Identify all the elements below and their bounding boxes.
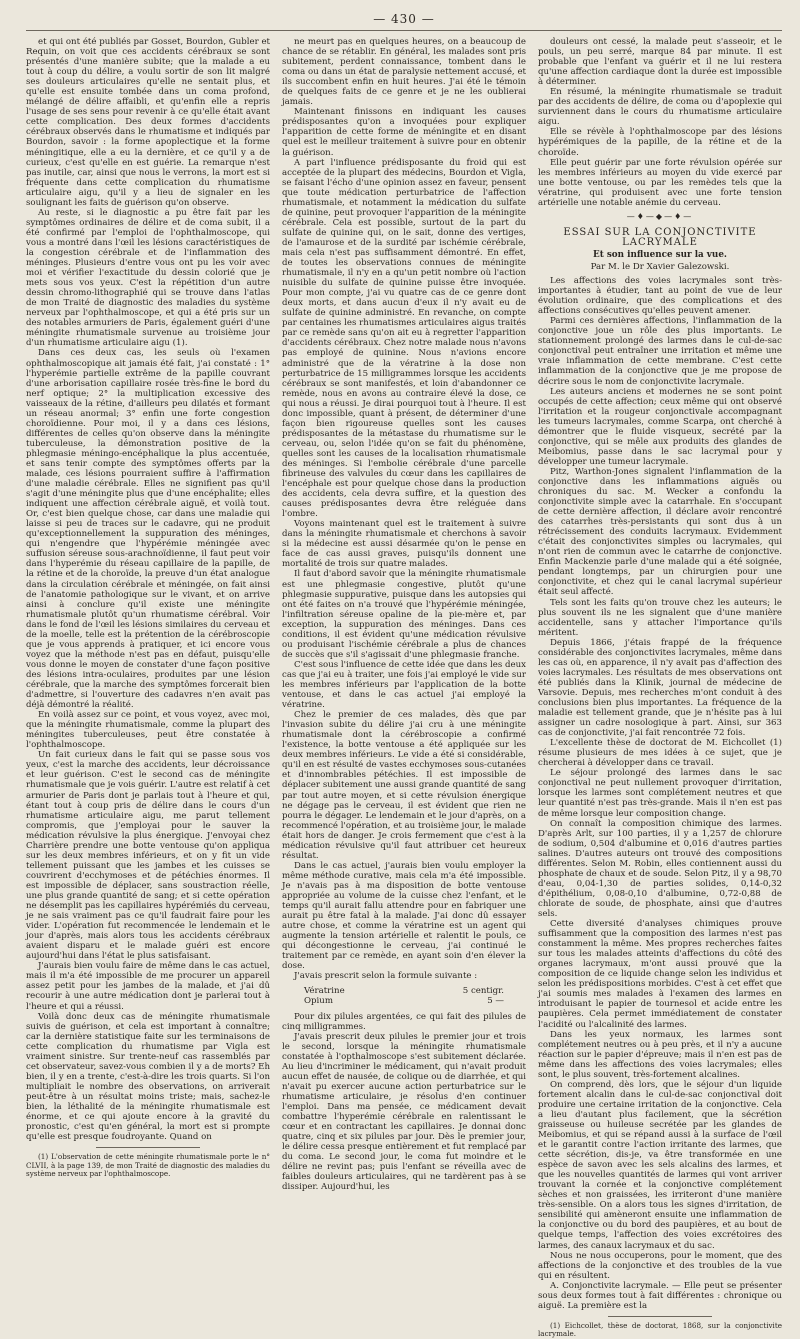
column-2-body-a — [282, 37, 526, 981]
column-2 — [282, 37, 526, 1193]
formula-row — [304, 986, 504, 996]
paragraph: J'avais prescrit selon la formule suivante : — [294, 971, 478, 982]
column-1 — [26, 37, 270, 1179]
paragraph: On comprend, dès lors, que le séjour d'un liquide fortement alcalin dans le cul-de-sac conjonctival doit produire une certaine irritation de la conjonctive. Cela a lieu d'autant plus facilement, que la sécrétion graisseuse ou huileuse secrétée par les glandes de Meibomius, et qui se répand aussi à la surface de l'œil et le garantit contre l'action irritante des larmes, que cette sécrétion, dis-je, va être transformée en une espèce de savon avec les sels alcalins des larmes, et que les nouvelles quantités de larmes qui vont arriver trouvant la cornée et la conjonctive complétement sèches et non graissées, les irriteront d'une manière très-sensible. On a alors tous les signes d'irritation, de sensibilité qui amèneront ensuite une inflammation de la conjonctive ou du bord des paupières, et au bout de quelque temps, l'affection des voies excrétoires des larmes, des canaux lacrymaux et du sac. — [538, 1079, 782, 1251]
column-1-body — [26, 37, 270, 1142]
page-header — [26, 8, 782, 31]
text-columns — [26, 37, 782, 1339]
paragraph: Pitz, Warthon-Jones signalent l'inflammation de la conjonctive dans les inflammations aiguës ou chroniques du sac. M. Wecker a confondu la conjonctivite simple avec la catarrhale. En s'occupant de cette dernière affection, il déclare avoir rencontré des catarrhes très-persistants qui sont dus à un rétrécissement des conduits lacrymaux. Evidemment c'était des conjonctivites simples ou lacrymales, qui n'ont rien de commun avec le catarrhe de conjonctive. Enfin Mackenzie parle d'une malade qui a été soignée, pendant longtemps, par un chirurgien pour une conjonctivite, et chez qui le canal lacrymal supérieur était seul affecté. — [538, 466, 782, 598]
article-title: ESSAI SUR LA CONJONCTIVITE LACRYMALE — [563, 226, 757, 248]
paragraph: Dans les yeux normaux, les larmes sont complétement neutres ou à peu près, et il n'y a aucune réaction sur le papier d'épreuve; mais il n'en est pas de même dans les affections des voies lacrymales; elles sont, le plus souvent, très-fortement alcalines. — [538, 1029, 782, 1080]
prescription-formula — [304, 986, 504, 1006]
paragraph: Elle se révèle à l'ophthalmoscope par des lésions hypérémiques de la papille, de la rétine et de la choroïde. — [538, 127, 782, 158]
paragraph: On connaît la composition chimique des larmes. D'après Arlt, sur 100 parties, il y a 1,257 de chlorure de sodium, 0,504 d'albumine et 0,016 d'autres parties salines. D'autres auteurs ont trouvé des compositions différentes. Selon M. Robin, elles contiennent aussi du phosphate de chaux et de soude. Selon Pitz, il y a 98,70 d'eau, 0,04-1,30 de parties solides, 0,14-0,32 d'épithélium, 0,08-0,10 d'albumine, 0,72-0,88 de chlorate de soude, de phosphate, ainsi que d'autres sels. — [538, 818, 782, 919]
paragraph: Maintenant finissons en indiquant les causes prédisposantes qu'on a invoquées pour expliquer l'apparition de cette forme de méningite et en disant quel est le meilleur traitement à suivre pour en obtenir la guérison. — [282, 107, 526, 158]
paragraph: A part l'influence prédisposante du froid qui est acceptée de la plupart des médecins, Bourdon et Vigla, se faisant l'écho d'une opinion assez en faveur, pensent que toute médication perturbatrice de l'affection rhumatismale, et notamment la médication du sulfate de quinine, peut provoquer l'apparition de la méningite cérébrale. Cela est possible, surtout de la part du sulfate de quinine qui, on le sait, donne des vertiges, de l'amaurose et de la surdité par ischémie cérébrale, mais cela n'est pas suffisamment démontré. En effet, de toutes les observations connues de méningite rhumatismale, il n'y en a qu'un petit nombre où l'action nuisible du sulfate de quinine puisse être invoquée. Pour mon compte, j'ai vu quatre cas de ce genre dont deux morts, et dans aucun d'eux il n'y avait eu de sulfate de quinine administré. En revanche, on compte par centaines les rhumatismes articulaires aigus traités par ce remède sans qu'on ait eu à regretter l'apparition d'accidents cérébraux. Chez notre malade nous n'avons pas employé de quinine. Nous n'avions encore administré que de la vératrine à la dose non perturbatrice de 15 milligrammes lorsque les accidents cérébraux se sont manifestés, et loin d'abandonner ce remède, nous en avons au contraire élevé la dose, ce qui nous a réussi. Je dirai pourquoi tout à l'heure. Il est donc impossible, quant à présent, de déterminer d'une façon bien rigoureuse quelles sont les causes prédisposantes de la métastase du rhumatisme sur le cerveau, ou, selon l'idée qu'on se fait du phénomène, quelles sont les causes de la localisation rhumatismale des méninges. Si l'embolie cérébrale d'une parcelle fibrineuse des valvules du cœur dans les capillaires de l'encéphale est pour quelque chose dans la production des accidents, cela devra suffire, et la question des causes prédisposantes devra être reléguée dans l'ombre. — [282, 157, 526, 520]
paragraph: douleurs ont cessé, la malade peut s'asseoir, et le pouls, un peu serré, marque 84 par minute. Il est probable que l'enfant va guérir et il ne lui restera qu'une affection cardiaque dont la durée est impossible à déterminer. — [538, 37, 782, 88]
paragraph: Elle peut guérir par une forte révulsion opérée sur les membres inférieurs au moyen du vide exercé par une botte ventouse, ou par les remèdes tels que la vératrine, qui produisent avec une forte tension artérielle une notable anémie du cerveau. — [538, 157, 782, 208]
column-3 — [538, 37, 782, 1339]
paragraph: Tels sont les faits qu'on trouve chez les auteurs; le plus souvent ils ne les signalent que d'une manière accidentelle, sans y attacher l'importance qu'ils méritent. — [538, 597, 782, 638]
footnote-rule — [608, 1316, 712, 1317]
article-author: Par M. le Dr Xavier Galezowski. — [590, 261, 730, 272]
paragraph: En résumé, la méningite rhumatismale se traduit par des accidents de délire, de coma ou d'apoplexie qui surviennent dans le cours du rhumatisme articulaire aigu. — [538, 87, 782, 128]
paragraph: L'excellente thèse de doctorat de M. Eichcollet (1) résume plusieurs de mes idées à ce sujet, que je chercherai à développer dans ce travail. — [538, 738, 782, 769]
paragraph: Les affections des voies lacrymales sont très-importantes à étudier, tant au point de vue de leur évolution ordinaire, que des complications et des affections consécutives qu'elles peuvent amener. — [538, 276, 782, 317]
paragraph: Un fait curieux dans le fait qui se passe sous vos yeux, c'est la marche des accidents, leur décroissance et leur guérison. C'est le second cas de méningite rhumatismale que je vois guérir. L'autre est relatif à cet armurier de Paris dont je parlais tout à l'heure et qui, étant tout à coup pris de délire dans le cours d'un rhumatisme articulaire aigu, me parut tellement compromis, que j'employai pour le sauver la médication révulsive la plus énergique. J'envoyai chez Charrière prendre une botte ventouse qu'on appliqua sur les deux membres inférieurs, et on y fit un vide tellement puissant que les jambes et les cuisses se couvrirent d'ecchymoses et de pétéchies énormes. Il est impossible de déplacer, sans soustraction réelle, une plus grande quantité de sang; et si cette opération ne désemplit pas les capillaires hypérémiés du cerveau, je ne sais vraiment pas ce qu'il faudrait faire pour les vider. L'opération fut recommencée le lendemain et le jour d'après, mais alors tous les accidents cérébraux avaient disparu et le malade guéri est encore aujourd'hui dans l'état le plus satisfaisant. — [26, 750, 270, 962]
column-3-body-a — [538, 37, 782, 208]
paragraph: J'avais prescrit deux pilules le premier jour et trois le second, lorsque la méningite rhumatismale constatée à l'opthalmoscope s'est subitement déclarée. Au lieu d'incriminer le médicament, qui n'avait produit aucun effet de nausée, de colique ou de diarrhée, et qui n'avait pu exercer aucune action perturbatrice sur le rhumatisme articulaire, je résolus d'en continuer l'emploi. Dans ma pensée, ce médicament devait combattre l'hyperémie cérébrale en ralentissant le cœur et en contractant les capillaires. Je donnai donc quatre, cinq et six pilules par jour. Dès le premier jour, le délire cessa presque entièrement et fut remplacé par du coma. Le second jour, le coma fut moindre et le délire ne revint pas; puis l'enfant se réveilla avec de faibles douleurs articulaires, qui ne tardèrent pas à se dissiper. Aujourd'hui, les — [282, 1031, 526, 1193]
paragraph: Nous ne nous occuperons, pour le moment, que des affections de la conjonctive et des troubles de la vue qui en résultent. — [538, 1250, 782, 1281]
paragraph: Dans ces deux cas, les seuls où l'examen ophthalmoscopique ait jamais été fait, j'ai constaté : 1° l'hyperémie partielle extrême de la papille couvrant d'une arborisation capillaire rosée très-fine le bord du nerf optique; 2° la multiplication excessive des vaisseaux de la rétine, d'ailleurs peu dilatés et formant un réseau anormal; 3° enfin une forte congestion choroïdienne. Pour moi, il y a dans ces lésions, différentes de celles qu'on observe dans la méningite tuberculeuse, la démonstration positive de la phlegmasie méningo-encéphalique la plus accentuée, et sans tenir compte des symptômes offerts par la malade, ces lésions pourraient suffire à l'affirmation d'une maladie cérébrale. Elles ne signifient pas qu'il s'agit d'une méningite plus que d'une encéphalite; elles indiquent une affection cérébrale aiguë, et voilà tout. Or, c'est bien quelque chose, car dans une maladie qui laisse si peu de traces sur le cadavre, qui ne produit qu'exceptionnellement la suppuration des méninges, qui n'engendre que l'hypérémie méningée avec suffusion séreuse sous-arachnoïdienne, il faut peut voir dans l'hyperémie du réseau capillaire de la papille, de la rétine et de la choroïde, la preuve d'un état analogue dans la circulation cérébrale et méningée, on fait ainsi de l'anatomie pathologique sur le vivant, et on arrive ainsi à conclure qu'il existe une méningite rhumatismale plutôt qu'un rhumatisme cérébral. Voir dans le fond de l'œil les lésions similaires du cerveau et de la moelle, telle est la prétention de la cérébroscopie que je vous apprends à pratiquer, et ici encore vous voyez que la méthode n'est pas en défaut, puisqu'elle vous donne le moyen de constater d'une façon positive des lésions intra-oculaires, produites par une lésion cérébrale, que la marche des symptômes forcerait bien d'admettre, si l'ouverture des cadavres n'en avait pas déjà démontré la réalité. — [26, 348, 270, 711]
paragraph: Au reste, si le diagnostic a pu être fait par les symptômes ordinaires de délire et de coma subit, il a été confirmé par l'emploi de l'ophthalmoscope, qui vous a montré dans l'œil les lésions caractéristiques de la congestion cérébrale et de l'inflammation des méninges. Plusieurs d'entre vous ont pu les voir avec moi et vérifier l'exactitude du dessin colorié que je mets sous vos yeux. C'est la répétition d'un autre dessin chromo-lithographié qui se trouve dans l'atlas de mon Traité de diagnostic des maladies du système nerveux par l'ophthalmoscope, et qui a été pris sur un des notables armuriers de Paris, également guéri d'une méningite rhumatismale survenue au troisième jour d'un rhumatisme articulaire aigu (1). — [26, 207, 270, 349]
paragraph: Voilà donc deux cas de méningite rhumatismale suivis de guérison, et cela est important à connaître; car la dernière statistique faite sur les terminaisons de cette complication du rhumatisme par Vigla est vraiment sinistre. Sur trente-neuf cas rassemblés par cet observateur, savez-vous combien il y a de morts? Eh bien, il y en a trente, c'est-à-dire les trois quarts. Si l'on multipliait le nombre des observations, on arriverait peut-être à un résultat moins triste; mais, sachez-le bien, la léthalité de la méningite rhumatismale est énorme, et ce qui ajoute encore à la gravité du pronostic, c'est qu'en général, la mort est si prompte qu'elle est presque foudroyante. Quand on — [26, 1011, 270, 1143]
formula-ingredient: Opium — [304, 996, 333, 1007]
formula-row — [304, 996, 504, 1006]
paragraph: Les auteurs anciens et modernes ne se sont point occupés de cette affection; ceux même qui ont observé l'irritation et la rougeur conjonctivale accompagnant les tumeurs lacrymales, comme Scarpa, ont cherché à démontrer que le fluide visqueux, secrété par la conjonctive, qui se mêle aux produits des glandes de Meibomius, passe dans le sac lacrymal pour y développer une tumeur lacrymale. — [538, 386, 782, 467]
paragraph: A. Conjonctivite lacrymale. — Elle peut se présenter sous deux formes tout à fait différentes : chronique ou aiguë. La première est la — [538, 1280, 782, 1311]
formula-amount: 5 centigr. — [462, 986, 504, 997]
paragraph: C'est sous l'influence de cette idée que dans les deux cas que j'ai eu à traiter, une fois j'ai employé le vide sur les membres inférieurs par l'application de la botte ventouse, et dans le cas actuel j'ai employé la vératrine. — [282, 659, 526, 711]
paragraph: Depuis 1866, j'étais frappé de la fréquence considérable des conjonctivites lacrymales, même dans les cas où, en apparence, il n'y avait pas d'affection des voies lacrymales. Les résultats de mes observations ont été publiés dans la Klinik, journal de médecine de Varsovie. Depuis, mes recherches m'ont conduit à des conclusions bien plus importantes. La fréquence de la maladie est tellement grande, que je n'hésite pas à lui assigner un cadre nosologique à part. Ainsi, sur 363 cas de conjonctivite, j'ai fait rencontrée 72 fois. — [538, 637, 782, 739]
article-subtitle: Et son influence sur la vue. — [593, 249, 727, 260]
paragraph: ne meurt pas en quelques heures, on a beaucoup de chance de se rétablir. En général, les malades sont pris subitement, perdent connaissance, tombent dans le coma ou dans un état de paralysie nettement accusé, et ils succombent enfin en huit heures. J'ai été le témoin de quelques faits de ce genre et je ne les oublierai jamais. — [282, 37, 526, 108]
paragraph: J'aurais bien voulu faire de même dans le cas actuel, mais il m'a été impossible de me procurer un appareil assez petit pour les jambes de la malade, et j'ai dû recourir à une autre médication dont je parlerai tout à l'heure et qui a réussi. — [26, 961, 270, 1012]
column-2-body-b — [282, 1012, 526, 1193]
paragraph: et qui ont été publiés par Gosset, Bourdon, Gubler et Requin, on voit que ces accidents cérébraux se sont présentés d'une manière subite; que la malade a eu tout à coup du délire, a voulu sortir de son lit malgré ses douleurs articulaires qu'elle ne sentait plus, et qu'elle est ensuite tombée dans un coma profond, mélangé de délire affaibli, et qu'enfin elle a repris l'usage de ses sens pour revenir à ce qu'elle était avant cette complication. Des deux formes d'accidents cérébraux observés dans le rhumatisme et indiqués par Bourdon, savoir : la forme apoplectique et la forme méningitique, elle a eu la dernière, et ce qu'il y a de curieux, c'est qu'elle en est guérie. La remarque n'est pas inutile, car, ainsi que nous le verrons, la mort est si fréquente dans cette complication du rhumatisme articulaire aigu, qu'il y a lieu de signaler en les soulignant les faits de guérison qu'on observe. — [26, 37, 270, 208]
page-number: — 430 — — [373, 12, 435, 26]
formula-ingredient: Vératrine — [304, 986, 345, 997]
paragraph: Dans le cas actuel, j'aurais bien voulu employer la même méthode curative, mais cela m'a été impossible. Je n'avais pas à ma disposition de botte ventouse appropriée au volume de la cuisse chez l'enfant, et le temps qu'il aurait fallu attendre pour en fabriquer une aurait pu être fatal à la malade. J'ai donc dû essayer autre chose, et comme la vératrine est un agent qui augmente la tension artérielle et ralentit le pouls, ce qui décongestionne le cerveau, j'ai continué le traitement par ce remède, en ayant soin d'en élever la dose. — [282, 860, 526, 972]
paragraph: Parmi ces dernières affections, l'inflammation de la conjonctive joue un rôle des plus importants. Le stationnement prolongé des larmes dans le cul-de-sac conjonctival peut entraîner une irritation et même une vraie inflammation de cette membrane. C'est cette inflammation de la conjonctive que je me propose de décrire sous le nom de conjonctivite lacrymale. — [538, 316, 782, 387]
paragraph: Chez le premier de ces malades, dès que par l'invasion subite du délire j'ai cru à une méningite rhumatismale dont la cérébroscopie a confirmé l'existence, la botte ventouse a été appliquée sur les deux membres inférieurs. Le vide a été si considérable, qu'il en est résulté de vastes ecchymoses sous-cutanées et d'innombrables pétéchies. Il est impossible de déplacer subitement une aussi grande quantité de sang par tout autre moyen, et si cette révulsion énergique ne dégage pas le cerveau, il est évident que rien ne pourra le dégager. Le lendemain et le jour d'après, on a recommencé l'opération, et au troisième jour, le malade était hors de danger. Je crois fermement que c'est à la médication révulsive qu'il faut attribuer cet heureux résultat. — [282, 710, 526, 861]
column-3-body-b — [538, 276, 782, 1311]
footnote-2: (1) Eichcollet, thèse de doctorat, 1868, sur la conjonctivite lacrymale. — [538, 1320, 782, 1339]
section-ornament: —♦—◆—♦— — [626, 211, 694, 221]
paragraph: Cette diversité d'analyses chimiques prouve suffisamment que la composition des larmes n'est pas constamment la même. Mes propres recherches faites sur tous les malades atteints d'affections du côté des organes lacrymaux, m'ont aussi prouvé que la composition de ce liquide change selon les individus et selon les prédispositions morbides. C'est à cet effet que j'ai soumis mes malades à l'examen des larmes en introduisant le papier de tournesol et acide entre les paupières. Cela permet immédiatement de constater l'acidité ou l'alcalinité des larmes. — [538, 919, 782, 1030]
footnote-rule — [96, 1147, 200, 1148]
footnote-1: (1) L'observation de cette méningite rhumatismale porte le n° CLVII, à la page 139, de mon Traité de diagnostic des maladies du système nerveux par l'ophthalmoscope. — [26, 1152, 270, 1179]
paragraph: Il faut d'abord savoir que la méningite rhumatismale est une phlegmasie congestive, plutôt qu'une phlegmasie suppurative, puisque dans les autopsies qui ont été faites on n'a trouvé que l'hypérémie méningée, l'infiltration séreuse opaline de la pie-mère et, par exception, la suppuration des méninges. Dans ces conditions, il est évident qu'une médication révulsive ou produisant l'ischémie cérébrale a plus de chances de succès que s'il s'agissait d'une phlegmasie franche. — [282, 569, 526, 660]
paragraph: Pour dix pilules argentées, ce qui fait des pilules de cinq milligrammes. — [282, 1011, 526, 1032]
paragraph: En voilà assez sur ce point, et vous voyez, avec moi, que la méningite rhumatismale, comme la plupart des méningites tuberculeuses, peut être constatée à l'ophthalmoscope. — [26, 710, 270, 751]
paragraph: Le séjour prolongé des larmes dans le sac conjonctival ne peut nullement provoquer d'irritation, lorsque les larmes sont complétement neutres et que leur quantité n'est pas très-grande. Mais il n'en est pas de même lorsque leur composition change. — [538, 768, 782, 819]
paragraph: Voyons maintenant quel est le traitement à suivre dans la méningite rhumatismale et cherchons à savoir si la médecine est aussi désarmée qu'on le pense en face de cas aussi graves, puisqu'ils donnent une mortalité de trois sur quatre malades. — [282, 519, 526, 570]
formula-amount: 5 — — [487, 996, 504, 1007]
